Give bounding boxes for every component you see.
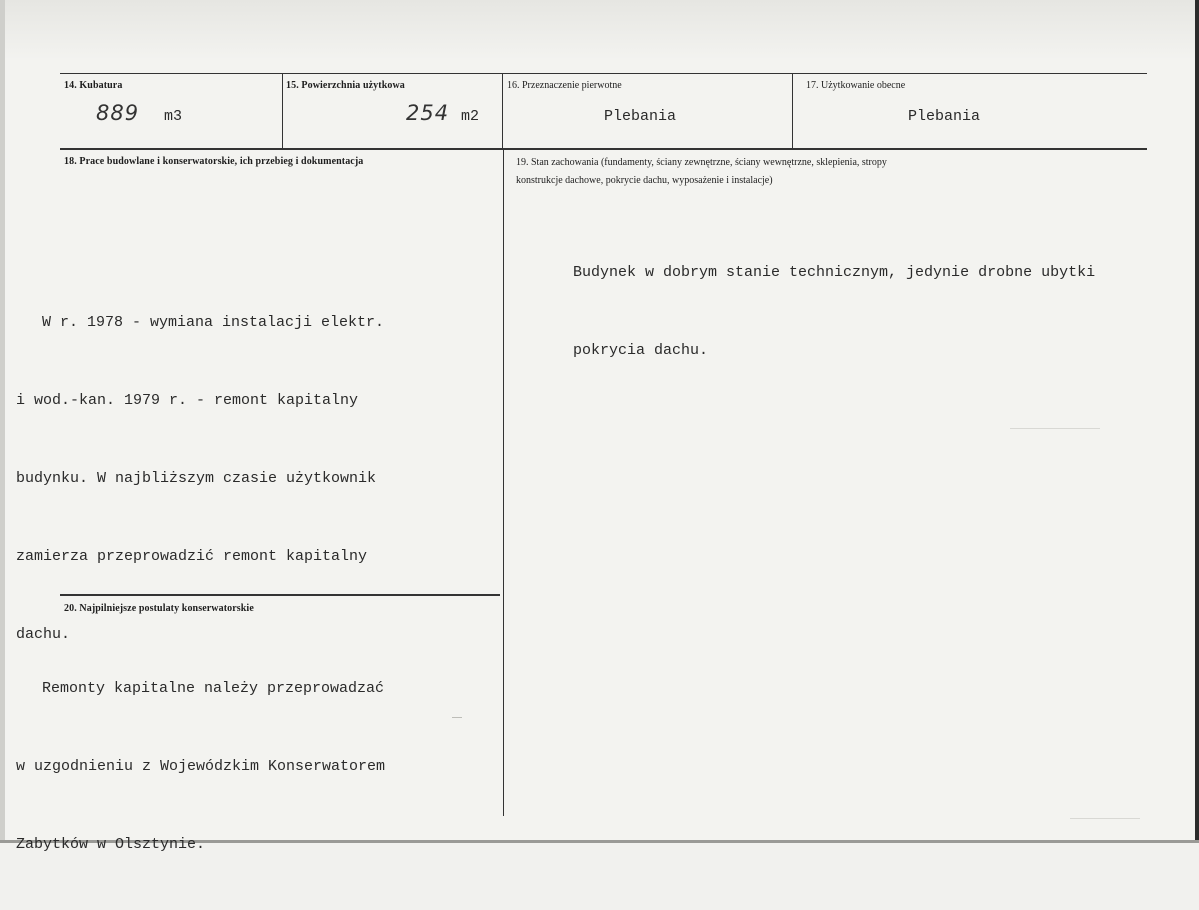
field-19-text [573, 208, 1095, 416]
field-19-line: pokrycia dachu. [573, 342, 709, 359]
row1-bottom-rule [60, 148, 1147, 150]
field-20-line: w uzgodnieniu z Wojewódzkim Konserwatorem [16, 758, 386, 775]
field-14-value: 889 [96, 101, 140, 125]
field-17-label: 17. Użytkowanie obecne [806, 80, 906, 91]
scan-shadow [0, 0, 1199, 60]
divider-16-17 [792, 73, 793, 149]
field-18-line: zamierza przeprowadzić remont kapitalny [16, 548, 368, 565]
field-18-line: i wod.-kan. 1979 r. - remont kapitalny [16, 392, 359, 409]
field-18-line: budynku. W najbliższym czasie użytkownik [16, 470, 377, 487]
field-18-label: 18. Prace budowlane i konserwatorskie, ich przebieg i dokumentacja [64, 156, 364, 167]
field-20-line: Remonty kapitalne należy przeprowadzać [42, 680, 385, 697]
field-20-text [16, 624, 385, 910]
divider-15-16 [502, 73, 503, 149]
card-edge-right [1195, 0, 1199, 843]
field-16-label: 16. Przeznaczenie pierwotne [507, 80, 622, 91]
top-rule [60, 73, 1147, 74]
field-20-label: 20. Najpilniejsze postulaty konserwatorskie [64, 603, 254, 614]
field-16-value: Plebania [604, 108, 677, 125]
field-19-label-line1: 19. Stan zachowania (fundamenty, ściany zewnętrzne, ściany wewnętrzne, sklepienia, stropy [516, 157, 887, 168]
divider-14-15 [282, 73, 283, 149]
field-15-label: 15. Powierzchnia użytkowa [286, 80, 405, 91]
field-14-label: 14. Kubatura [64, 80, 123, 91]
field-18-line: W r. 1978 - wymiana instalacji elektr. [42, 314, 385, 331]
field-17-value: Plebania [908, 108, 981, 125]
field-15-unit: m2 [461, 108, 480, 125]
field-19-line: Budynek w dobrym stanie technicznym, jedynie drobne ubytki [573, 264, 1096, 281]
scan-speck [452, 717, 462, 718]
divider-18-19 [503, 150, 504, 816]
field-15-value: 254 [406, 101, 450, 125]
field-14-unit: m3 [164, 108, 183, 125]
field-19-label-line2: konstrukcje dachowe, pokrycie dachu, wyposażenie i instalacje) [516, 175, 773, 186]
field-18-line: dachu. [16, 626, 71, 643]
scan-speck [1070, 818, 1140, 819]
field-20-line: Zabytków w Olsztynie. [16, 836, 206, 853]
card-edge-left [0, 0, 5, 843]
scan-speck [1010, 428, 1100, 429]
